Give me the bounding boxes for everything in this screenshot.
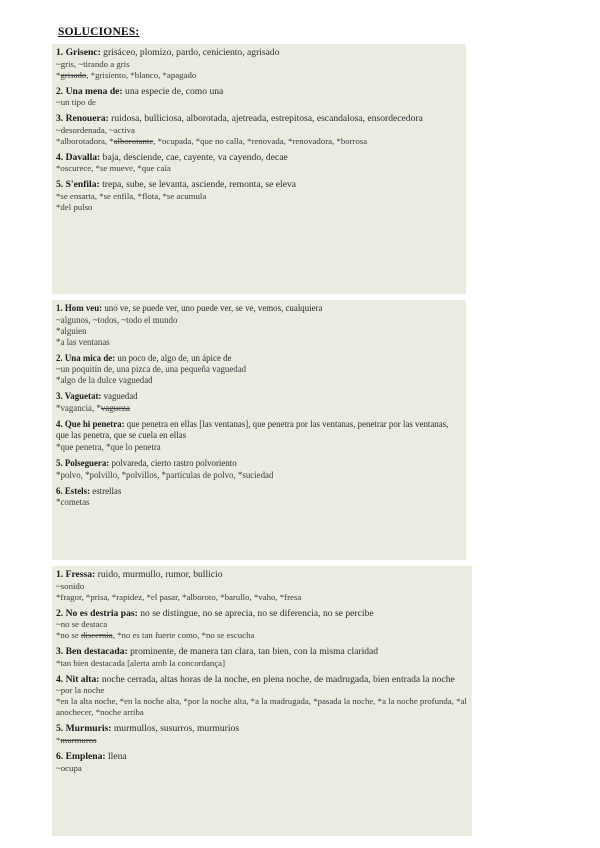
- rejected-prefix: *: [56, 69, 61, 80]
- entry-alternative-line: *se ensarta, *se enfila, *flota, *se acumula: [56, 190, 207, 201]
- entry-term: 4. Que hi penetra:: [56, 418, 125, 429]
- rejected-prefix: *alborotadora, *: [56, 135, 114, 146]
- struck-word: grisado: [60, 69, 87, 80]
- rejected-prefix: *vagancia, *: [56, 402, 101, 413]
- entry-term: 1. Grisenc:: [56, 47, 101, 58]
- entry-alternative-line: ~un poquitín de, una pizca de, una pequeña vaguedad: [56, 364, 247, 375]
- solution-entry: [56, 723, 468, 746]
- solution-entry: [56, 179, 462, 213]
- entry-definition: llena: [105, 750, 127, 762]
- entry-alternative-line: ~sonido: [56, 580, 85, 591]
- entry-alternative-line: *algo de la dulce vaguedad: [56, 375, 153, 386]
- entry-definition-line: [56, 86, 462, 98]
- entry-rejected-line: [56, 630, 468, 641]
- entry-definition: ruido, murmullo, rumor, bullicio: [95, 569, 223, 580]
- solution-entry: [56, 674, 468, 719]
- entry-term: 3. Vaguetat:: [56, 391, 102, 402]
- entry-term: 6. Emplena:: [56, 750, 106, 762]
- solution-entry: [56, 47, 462, 81]
- solutions-box-3: [52, 566, 472, 836]
- entry-term: 3. Renouera:: [56, 113, 109, 125]
- entry-definition-line: [56, 303, 462, 315]
- entry-alternative-line: *alguien: [56, 325, 87, 336]
- entry-term: 6. Estels:: [56, 485, 91, 496]
- entry-definition: vaguedad: [101, 391, 138, 402]
- solution-entry: [56, 353, 462, 387]
- solution-entry: [56, 419, 462, 453]
- entry-definition-line: [56, 486, 462, 498]
- solution-entry: [56, 608, 468, 642]
- entry-alternative-line: *tan bien destacada [alerta amb la concordança]: [56, 657, 226, 668]
- entry-definition: grisáceo, plomizo, pardo, ceniciento, agrisado: [100, 47, 280, 58]
- solutions-box-2: [52, 300, 466, 560]
- entry-term: 5. Polseguera:: [56, 457, 110, 468]
- entry-definition: un poco de, algo de, un ápice de: [115, 352, 232, 363]
- solution-entry: [56, 303, 462, 348]
- entry-alternative-line: ~por la noche: [56, 685, 105, 696]
- entry-term: 1. Fressa:: [56, 569, 96, 580]
- entry-term: 5. S'enfila:: [56, 179, 100, 191]
- entry-definition-line: [56, 419, 462, 442]
- solution-entry: [56, 152, 462, 175]
- entry-term: 1. Hom veu:: [56, 303, 103, 313]
- entry-alternative-line: *fragor, *prisa, *rapidez, *el pasar, *alboroto, *barullo, *vaho, *fresa: [56, 591, 302, 602]
- struck-word: murmuros: [60, 734, 97, 745]
- rejected-prefix: *no se: [56, 630, 81, 641]
- entry-definition: noche cerrada, altas horas de la noche, en plena noche, de madrugada, bien entrada la noche: [99, 673, 455, 685]
- entry-term: 4. Davalla:: [56, 151, 101, 163]
- solution-entry: [56, 113, 462, 147]
- entry-alternative-line: ~un tipo de: [56, 97, 96, 108]
- rejected-prefix: *: [56, 734, 61, 745]
- solution-entry: [56, 86, 462, 109]
- entry-alternative-line: ~algunos, ~todos, ~todo el mundo: [56, 314, 178, 325]
- entry-term: 4. Nit alta:: [56, 673, 100, 685]
- entry-alternative-line: *del pulso: [56, 201, 93, 212]
- entry-rejected-line: [56, 70, 462, 81]
- entry-definition-line: [56, 723, 468, 735]
- rejected-suffix: , *no es tan fuerte como, *no se escucha: [112, 630, 255, 641]
- entry-rejected-line: [56, 136, 462, 147]
- entry-alternative-line: *oscurece, *se mueve, *que caía: [56, 163, 171, 174]
- entry-definition: una especie de, como una: [122, 85, 224, 97]
- entry-definition-line: [56, 751, 468, 763]
- entry-rejected-line: [56, 735, 468, 746]
- entry-definition-line: [56, 458, 462, 470]
- entry-term: 2. Una mena de:: [56, 85, 123, 97]
- entry-definition: uno ve, se puede ver, uno puede ver, se ve, vemos, cualquiera: [102, 303, 323, 313]
- page-title: SOLUCIONES:: [58, 26, 140, 38]
- entry-rejected-line: [56, 403, 462, 414]
- entry-definition-line: [56, 47, 462, 59]
- entry-term: 5. Murmuris:: [56, 723, 112, 735]
- rejected-suffix: , *grisiento, *blanco, *apagado: [86, 69, 197, 80]
- entry-definition-line: [56, 113, 462, 125]
- entry-definition: murmullos, susurros, murmurios: [111, 723, 240, 735]
- rejected-suffix: , *ocupada, *que no calla, *renovada, *renovadora, *borrosa: [153, 135, 368, 146]
- entry-definition: polvareda, cierto rastro polvoriento: [109, 457, 237, 468]
- entry-definition: que penetra en ellas [las ventanas], que penetra por las ventanas, penetrar por las ventanas, que las penetra, que se cuela en ellas: [56, 418, 449, 441]
- entry-term: 2. Una mica de:: [56, 352, 116, 363]
- solution-entry: [56, 458, 462, 481]
- entry-definition: estrellas: [90, 485, 122, 496]
- entry-alternative-line: ~ocupa: [56, 762, 82, 773]
- entry-definition: no se distingue, no se aprecia, no se diferencia, no se percibe: [137, 607, 374, 619]
- entry-definition: prominente, de manera tan clara, tan bien, con la misma claridad: [127, 646, 379, 658]
- entry-alternative-line: ~gris, ~tirando a gris: [56, 58, 130, 69]
- entry-definition-line: [56, 569, 468, 581]
- entry-term: 2. No es destria pas:: [56, 607, 138, 619]
- solution-entry: [56, 391, 462, 414]
- entry-alternative-line: *cometas: [56, 497, 90, 508]
- entry-alternative-line: *polvo, *polvillo, *polvillos, *partículas de polvo, *suciedad: [56, 469, 274, 480]
- entry-alternative-line: *a las ventanas: [56, 336, 110, 347]
- entry-definition-line: [56, 353, 462, 365]
- entry-definition-line: [56, 608, 468, 620]
- entry-alternative-line: ~no se destaca: [56, 619, 108, 630]
- entry-definition-line: [56, 152, 462, 164]
- entry-alternative-line: *que penetra, *que lo penetra: [56, 441, 161, 452]
- struck-word: discernia: [80, 630, 113, 641]
- solutions-box-1: [52, 44, 466, 294]
- solution-entry: [56, 569, 468, 603]
- entry-definition-line: [56, 646, 468, 658]
- entry-alternative-line: *en la alta noche, *en la noche alta, *por la noche alta, *a la madrugada, *pasada la noche, *a la noche profunda, *al anochecer, *noche arriba: [56, 696, 467, 718]
- entry-definition: trepa, sube, se levanta, asciende, remonta, se eleva: [99, 179, 297, 191]
- entry-definition-line: [56, 391, 462, 403]
- entry-definition: ruidosa, bulliciosa, alborotada, ajetreada, estrepitosa, escandalosa, ensordecedora: [108, 113, 423, 125]
- entry-term: 3. Ben destacada:: [56, 646, 128, 658]
- entry-definition-line: [56, 179, 462, 191]
- solution-entry: [56, 751, 468, 774]
- struck-word: alborotante: [113, 135, 154, 146]
- entry-alternative-line: ~desordenada, ~activa: [56, 124, 135, 135]
- entry-definition: baja, desciende, cae, cayente, va cayendo, decae: [100, 151, 288, 163]
- solution-entry: [56, 486, 462, 509]
- solution-entry: [56, 646, 468, 669]
- entry-definition-line: [56, 674, 468, 686]
- struck-word: vagueza: [100, 402, 130, 413]
